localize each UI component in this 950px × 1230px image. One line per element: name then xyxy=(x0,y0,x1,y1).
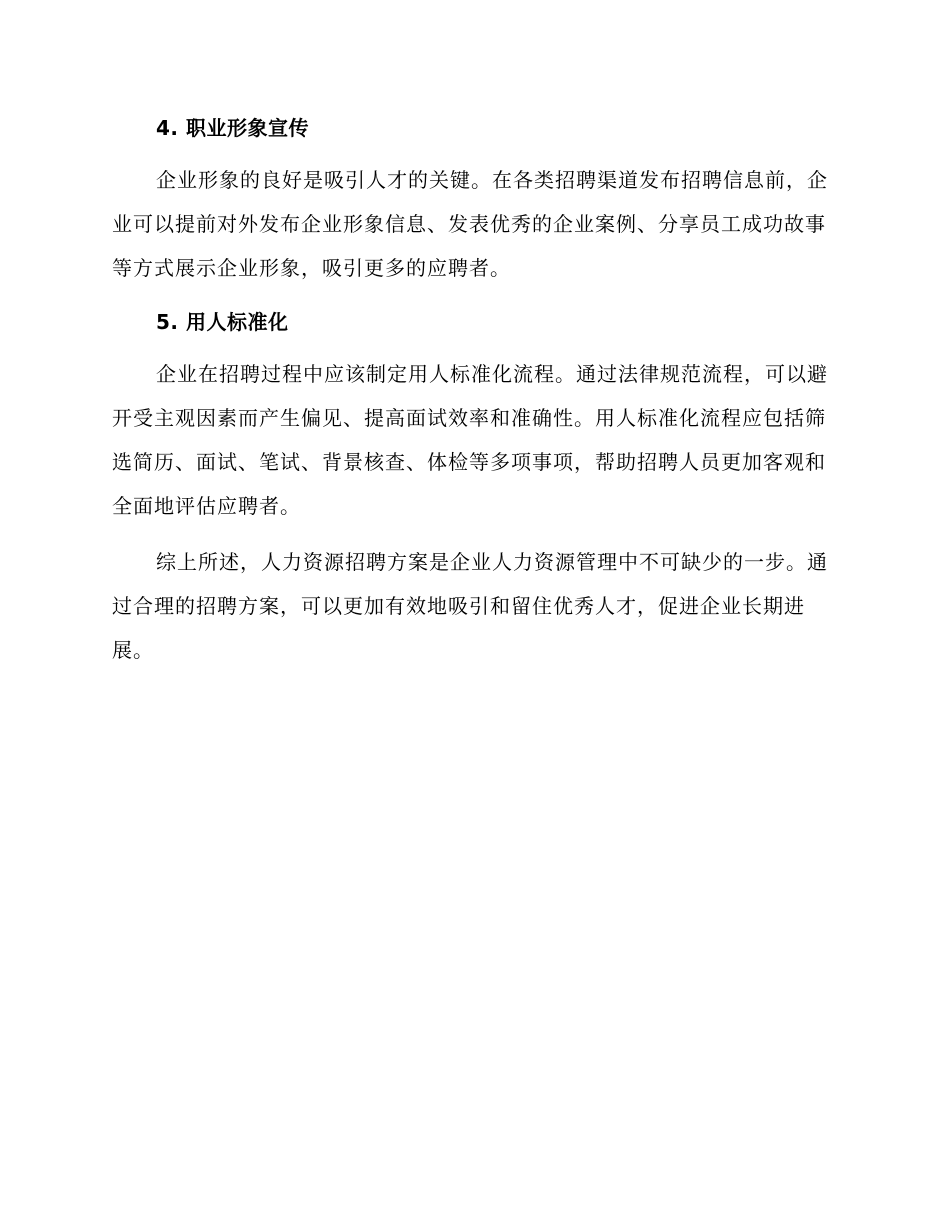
section-paragraph-career-image: 企业形象的良好是吸引人才的关键。在各类招聘渠道发布招聘信息前，企业可以提前对外发布企业形象信息、发表优秀的企业案例、分享员工成功故事等方式展示企业形象，吸引更多的应聘者。 xyxy=(112,168,828,280)
section-paragraph-standardization: 企业在招聘过程中应该制定用人标准化流程。通过法律规范流程，可以避开受主观因素而产生偏见、提高面试效率和准确性。用人标准化流程应包括筛选简历、面试、笔试、背景核查、体检等多项事项，帮助招聘人员更加客观和全面地评估应聘者。 xyxy=(112,362,828,518)
conclusion-paragraph: 综上所述，人力资源招聘方案是企业人力资源管理中不可缺少的一步。通过合理的招聘方案，可以更加有效地吸引和留住优秀人才，促进企业长期进展。 xyxy=(112,550,828,662)
document-body xyxy=(112,110,830,672)
section-heading-career-image: 4. 职业形象宣传 xyxy=(156,116,309,140)
section-heading-standardization: 5. 用人标准化 xyxy=(156,310,289,334)
